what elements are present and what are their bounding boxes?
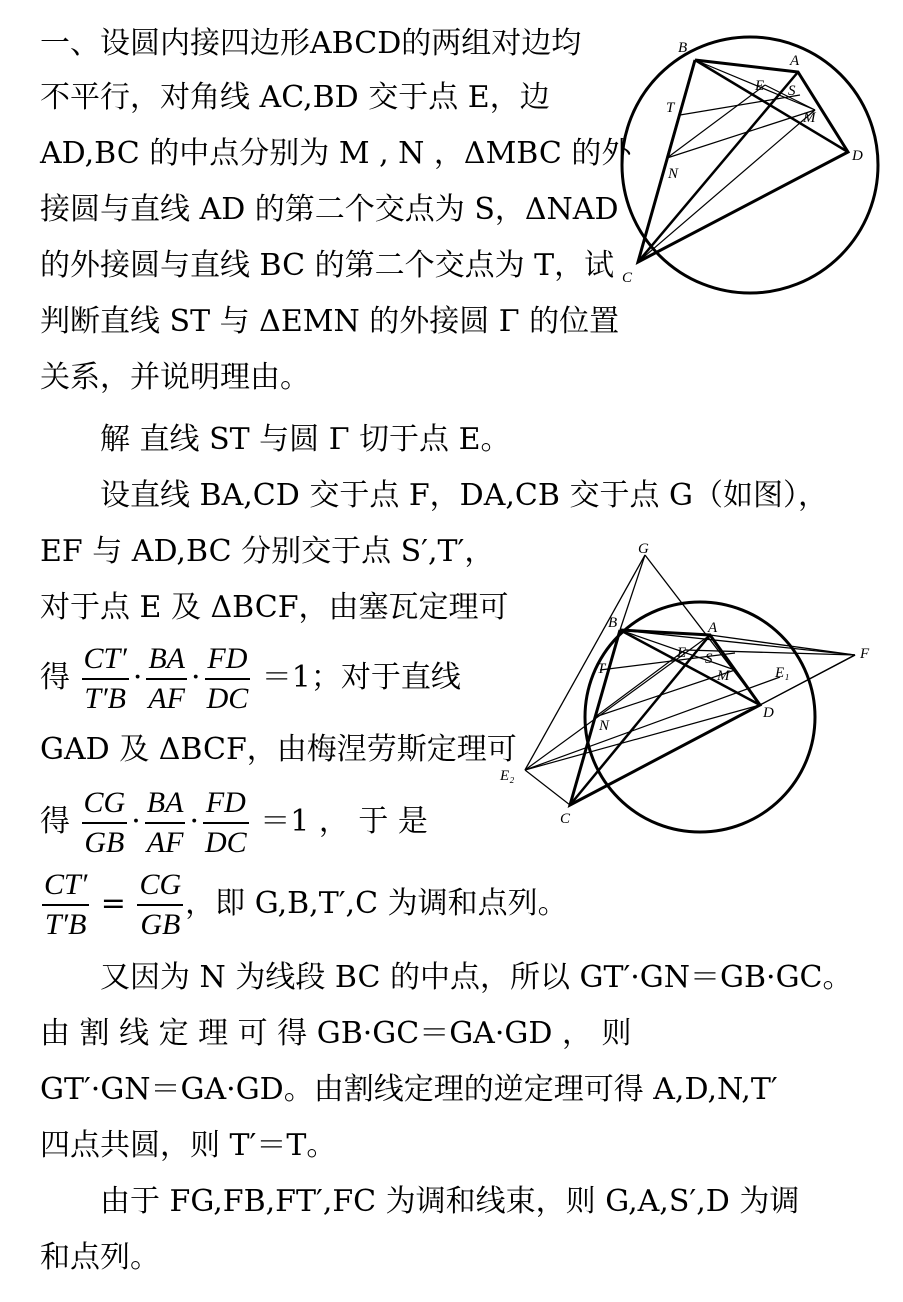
solution-line-14: 和点列。: [40, 1240, 160, 1275]
ceva-prefix: 得: [40, 660, 70, 695]
frac-ct-tb-2: [42, 866, 89, 944]
fig2-label-g: G: [638, 541, 649, 557]
frac-ba-af: [146, 640, 187, 718]
frac-cg-gb-2-num: CG: [137, 866, 183, 906]
fig1-label-s: S: [788, 83, 796, 99]
fig2-label-b: B: [608, 615, 618, 631]
solution-line-11: GT′·GN＝GA·GD。由割线定理的逆定理可得 A,D,N,T′: [40, 1072, 778, 1107]
solution-line-10: 由 割 线 定 理 可 得 GB·GC＝GA·GD ， 则: [40, 1016, 632, 1051]
fig2-label-a: A: [708, 620, 718, 636]
problem-line-3: AD,BC 的中点分别为 M , N ，ΔMBC 的外: [40, 136, 632, 171]
problem-line-6: 判断直线 ST 与 ΔEMN 的外接圆 Γ 的位置: [40, 304, 620, 339]
solution-line-12: 四点共圆，则 T′＝T。: [40, 1128, 337, 1163]
problem-line-5: 的外接圆与直线 BC 的第二个交点为 T，试: [40, 248, 615, 283]
fig2-label-t: T: [597, 661, 606, 677]
problem-line-7: 关系，并说明理由。: [40, 360, 310, 395]
frac-cg-gb-2-den: GB: [140, 908, 181, 941]
fig1-label-a: A: [790, 53, 800, 69]
menelaus-equation: 得 $\frac{CG}{GB}$ · $\frac{BA}{AF}$ · $\frac{FD}{DC}$ ＝1 ， 于 是: [40, 784, 428, 862]
fig2-label-m: M: [717, 668, 730, 684]
frac-ct-tb-2-den: T′B: [44, 908, 87, 941]
frac-fd-dc-2-num: FD: [203, 784, 249, 824]
fig2-label-n: N: [599, 718, 610, 734]
solution-line-3: EF 与 AD,BC 分别交于点 S′,T′，: [40, 534, 495, 569]
frac-fd-dc-2: [203, 784, 249, 862]
figure-2-diagram: [495, 535, 890, 835]
fig2-label-e: E: [677, 645, 687, 661]
menelaus-prefix: 得: [40, 804, 70, 839]
fig2-label-e2: E₂: [500, 768, 515, 784]
frac-ba-af-2-num: BA: [145, 784, 186, 824]
solution-line-9: 又因为 N 为线段 BC 的中点，所以 GT′·GN＝GB·GC。: [100, 960, 853, 995]
fig1-label-e: E: [755, 78, 765, 94]
frac-cg-gb-den: GB: [84, 826, 125, 859]
frac-ba-af-den: AF: [148, 682, 186, 715]
frac-cg-gb-num: CG: [82, 784, 128, 824]
fig2-label-c: C: [560, 811, 571, 827]
figure-1-diagram: [600, 30, 890, 300]
problem-line-2: 不平行，对角线 AC,BD 交于点 E，边: [40, 80, 550, 115]
fig2-label-s: S: [705, 651, 713, 667]
solution-line-2: 设直线 BA,CD 交于点 F，DA,CB 交于点 G（如图），: [100, 478, 828, 513]
problem-line-4: 接圆与直线 AD 的第二个交点为 S，ΔNAD: [40, 192, 619, 227]
frac-cg-gb-2: [137, 866, 183, 944]
frac-cg-gb: [82, 784, 128, 862]
frac-ct-tb: [82, 640, 129, 718]
frac-fd-dc-den: DC: [206, 682, 249, 715]
problem-line-1: 一、设圆内接四边形ABCD的两组对边均: [40, 26, 582, 61]
fig1-label-n: N: [668, 166, 679, 182]
fig2-label-e1: E₁: [775, 665, 790, 681]
fig1-label-m: M: [803, 110, 816, 126]
menelaus-suffix: ＝1 ， 于 是: [260, 804, 428, 839]
frac-ct-tb-den: T′B: [84, 682, 126, 715]
fig2-label-d: D: [763, 705, 774, 721]
frac-ct-tb-2-num: CT′: [42, 866, 89, 906]
frac-fd-dc: [205, 640, 251, 718]
solution-line-6: GAD 及 ΔBCF，由梅涅劳斯定理可: [40, 732, 517, 767]
frac-ct-tb-num: CT′: [82, 640, 129, 680]
solution-line-1: 解 直线 ST 与圆 Γ 切于点 E。: [100, 422, 511, 457]
fig1-label-t: T: [666, 100, 675, 116]
solution-line-4: 对于点 E 及 ΔBCF，由塞瓦定理可: [40, 590, 509, 625]
solution-line-13: 由于 FG,FB,FT′,FC 为调和线束，则 G,A,S′,D 为调: [100, 1184, 800, 1219]
harmonic-suffix: ，即 G,B,T′,C 为调和点列。: [185, 886, 568, 921]
frac-fd-dc-num: FD: [205, 640, 251, 680]
ceva-equation: 得 $\frac{CT'}{T'B}$ · $\frac{BA}{AF}$ · $\frac{FD}{DC}$ ＝1；对于直线: [40, 640, 461, 718]
frac-ba-af-num: BA: [146, 640, 187, 680]
ceva-suffix: ＝1；对于直线: [261, 660, 461, 695]
frac-ba-af-2-den: AF: [146, 826, 184, 859]
frac-ba-af-2: [145, 784, 186, 862]
fig2-label-f: F: [860, 646, 870, 662]
fig1-label-c: C: [622, 270, 633, 286]
fig1-label-d: D: [852, 148, 863, 164]
fig1-label-b: B: [678, 40, 688, 56]
harmonic-equation: $\frac{CT'}{T'B}$ = $\frac{CG}{GB}$ ，即 G,B,T′,C 为调和点列。: [40, 866, 568, 944]
frac-fd-dc-2-den: DC: [204, 826, 247, 859]
